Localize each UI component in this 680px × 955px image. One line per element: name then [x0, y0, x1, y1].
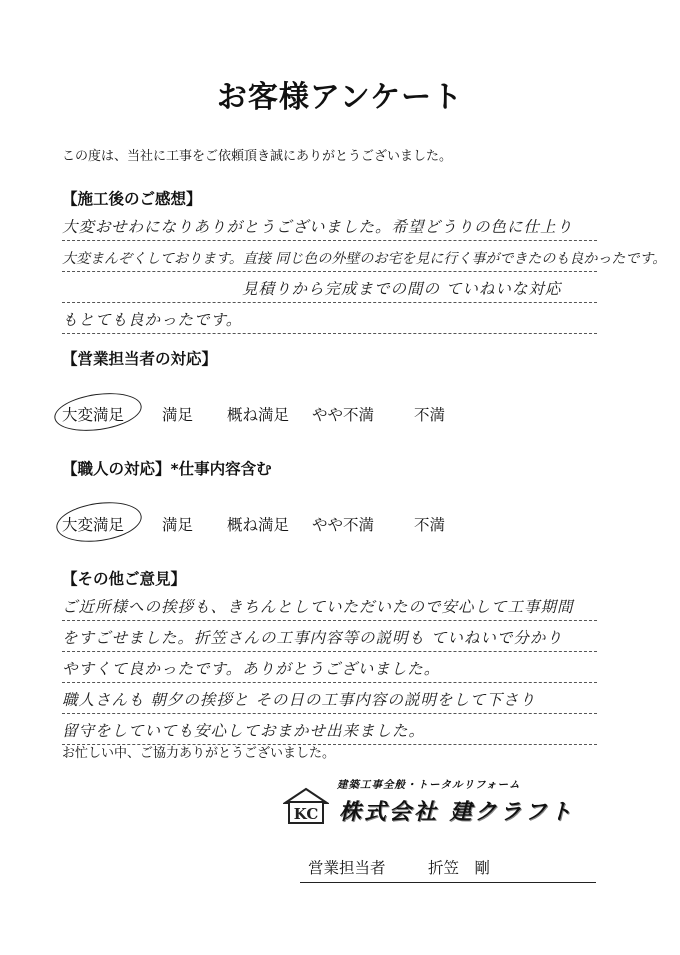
- section-heading-sales-rep: 【営業担当者の対応】: [62, 350, 218, 368]
- svg-text:KC: KC: [293, 805, 319, 823]
- rating-option[interactable]: 満足: [162, 406, 194, 424]
- answer-line: もとても良かったです。: [62, 303, 597, 334]
- answer-line: やすくて良かったです。ありがとうございました。: [62, 652, 597, 683]
- rating-option[interactable]: 不満: [414, 516, 446, 534]
- other-comments-answer: [62, 590, 597, 745]
- section-heading-craftsmen: 【職人の対応】*仕事内容含む: [62, 460, 272, 478]
- company-logo: [283, 775, 583, 835]
- sales-rep-signature-line: [300, 856, 596, 883]
- answer-line: 大変まんぞくしております。直接 同じ色の外壁のお宅を見に行く事ができたのも良かったです。: [62, 241, 597, 272]
- closing-text: お忙しい中、ご協力ありがとうございました。: [62, 746, 336, 761]
- section-heading-other-comments: 【その他ご意見】: [62, 570, 187, 588]
- craftsmen-rating-row: [62, 513, 622, 537]
- company-tagline: 建築工事全般・トータルリフォーム: [337, 779, 521, 791]
- page-title: お客様アンケート: [216, 80, 464, 115]
- rating-option[interactable]: 概ね満足: [227, 406, 290, 424]
- rating-option[interactable]: やや不満: [312, 516, 375, 534]
- intro-text: この度は、当社に工事をご依頼頂き誠にありがとうございました。: [62, 149, 453, 164]
- rating-option[interactable]: 大変満足: [62, 406, 125, 424]
- sales-rep-label: 営業担当者: [308, 859, 386, 877]
- answer-line: 職人さんも 朝夕の挨拶と その日の工事内容の説明をして下さり: [62, 683, 597, 714]
- answer-line: をすごせました。折笠さんの工事内容等の説明も ていねいで分かり: [62, 621, 597, 652]
- sales-rating-row: [62, 403, 622, 427]
- rating-option[interactable]: 概ね満足: [227, 516, 290, 534]
- answer-line: 見積りから完成までの間の ていねいな対応: [62, 272, 597, 303]
- house-logo-icon: [283, 787, 329, 825]
- answer-line: 留守をしていても安心しておまかせ出来ました。: [62, 714, 597, 745]
- section-heading-impressions: 【施工後のご感想】: [62, 190, 202, 208]
- sales-rep-name: 折笠 剛: [428, 859, 491, 877]
- answer-line: 大変おせわになりありがとうございました。希望どうりの色に仕上り: [62, 210, 597, 241]
- rating-option[interactable]: やや不満: [312, 406, 375, 424]
- rating-option[interactable]: 大変満足: [62, 516, 125, 534]
- answer-line: ご近所様への挨拶も、きちんとしていただいたので安心して工事期間: [62, 590, 597, 621]
- company-name: 株式会社 建クラフト: [339, 800, 575, 825]
- rating-option[interactable]: 満足: [162, 516, 194, 534]
- impressions-answer: [62, 210, 667, 334]
- rating-option[interactable]: 不満: [414, 406, 446, 424]
